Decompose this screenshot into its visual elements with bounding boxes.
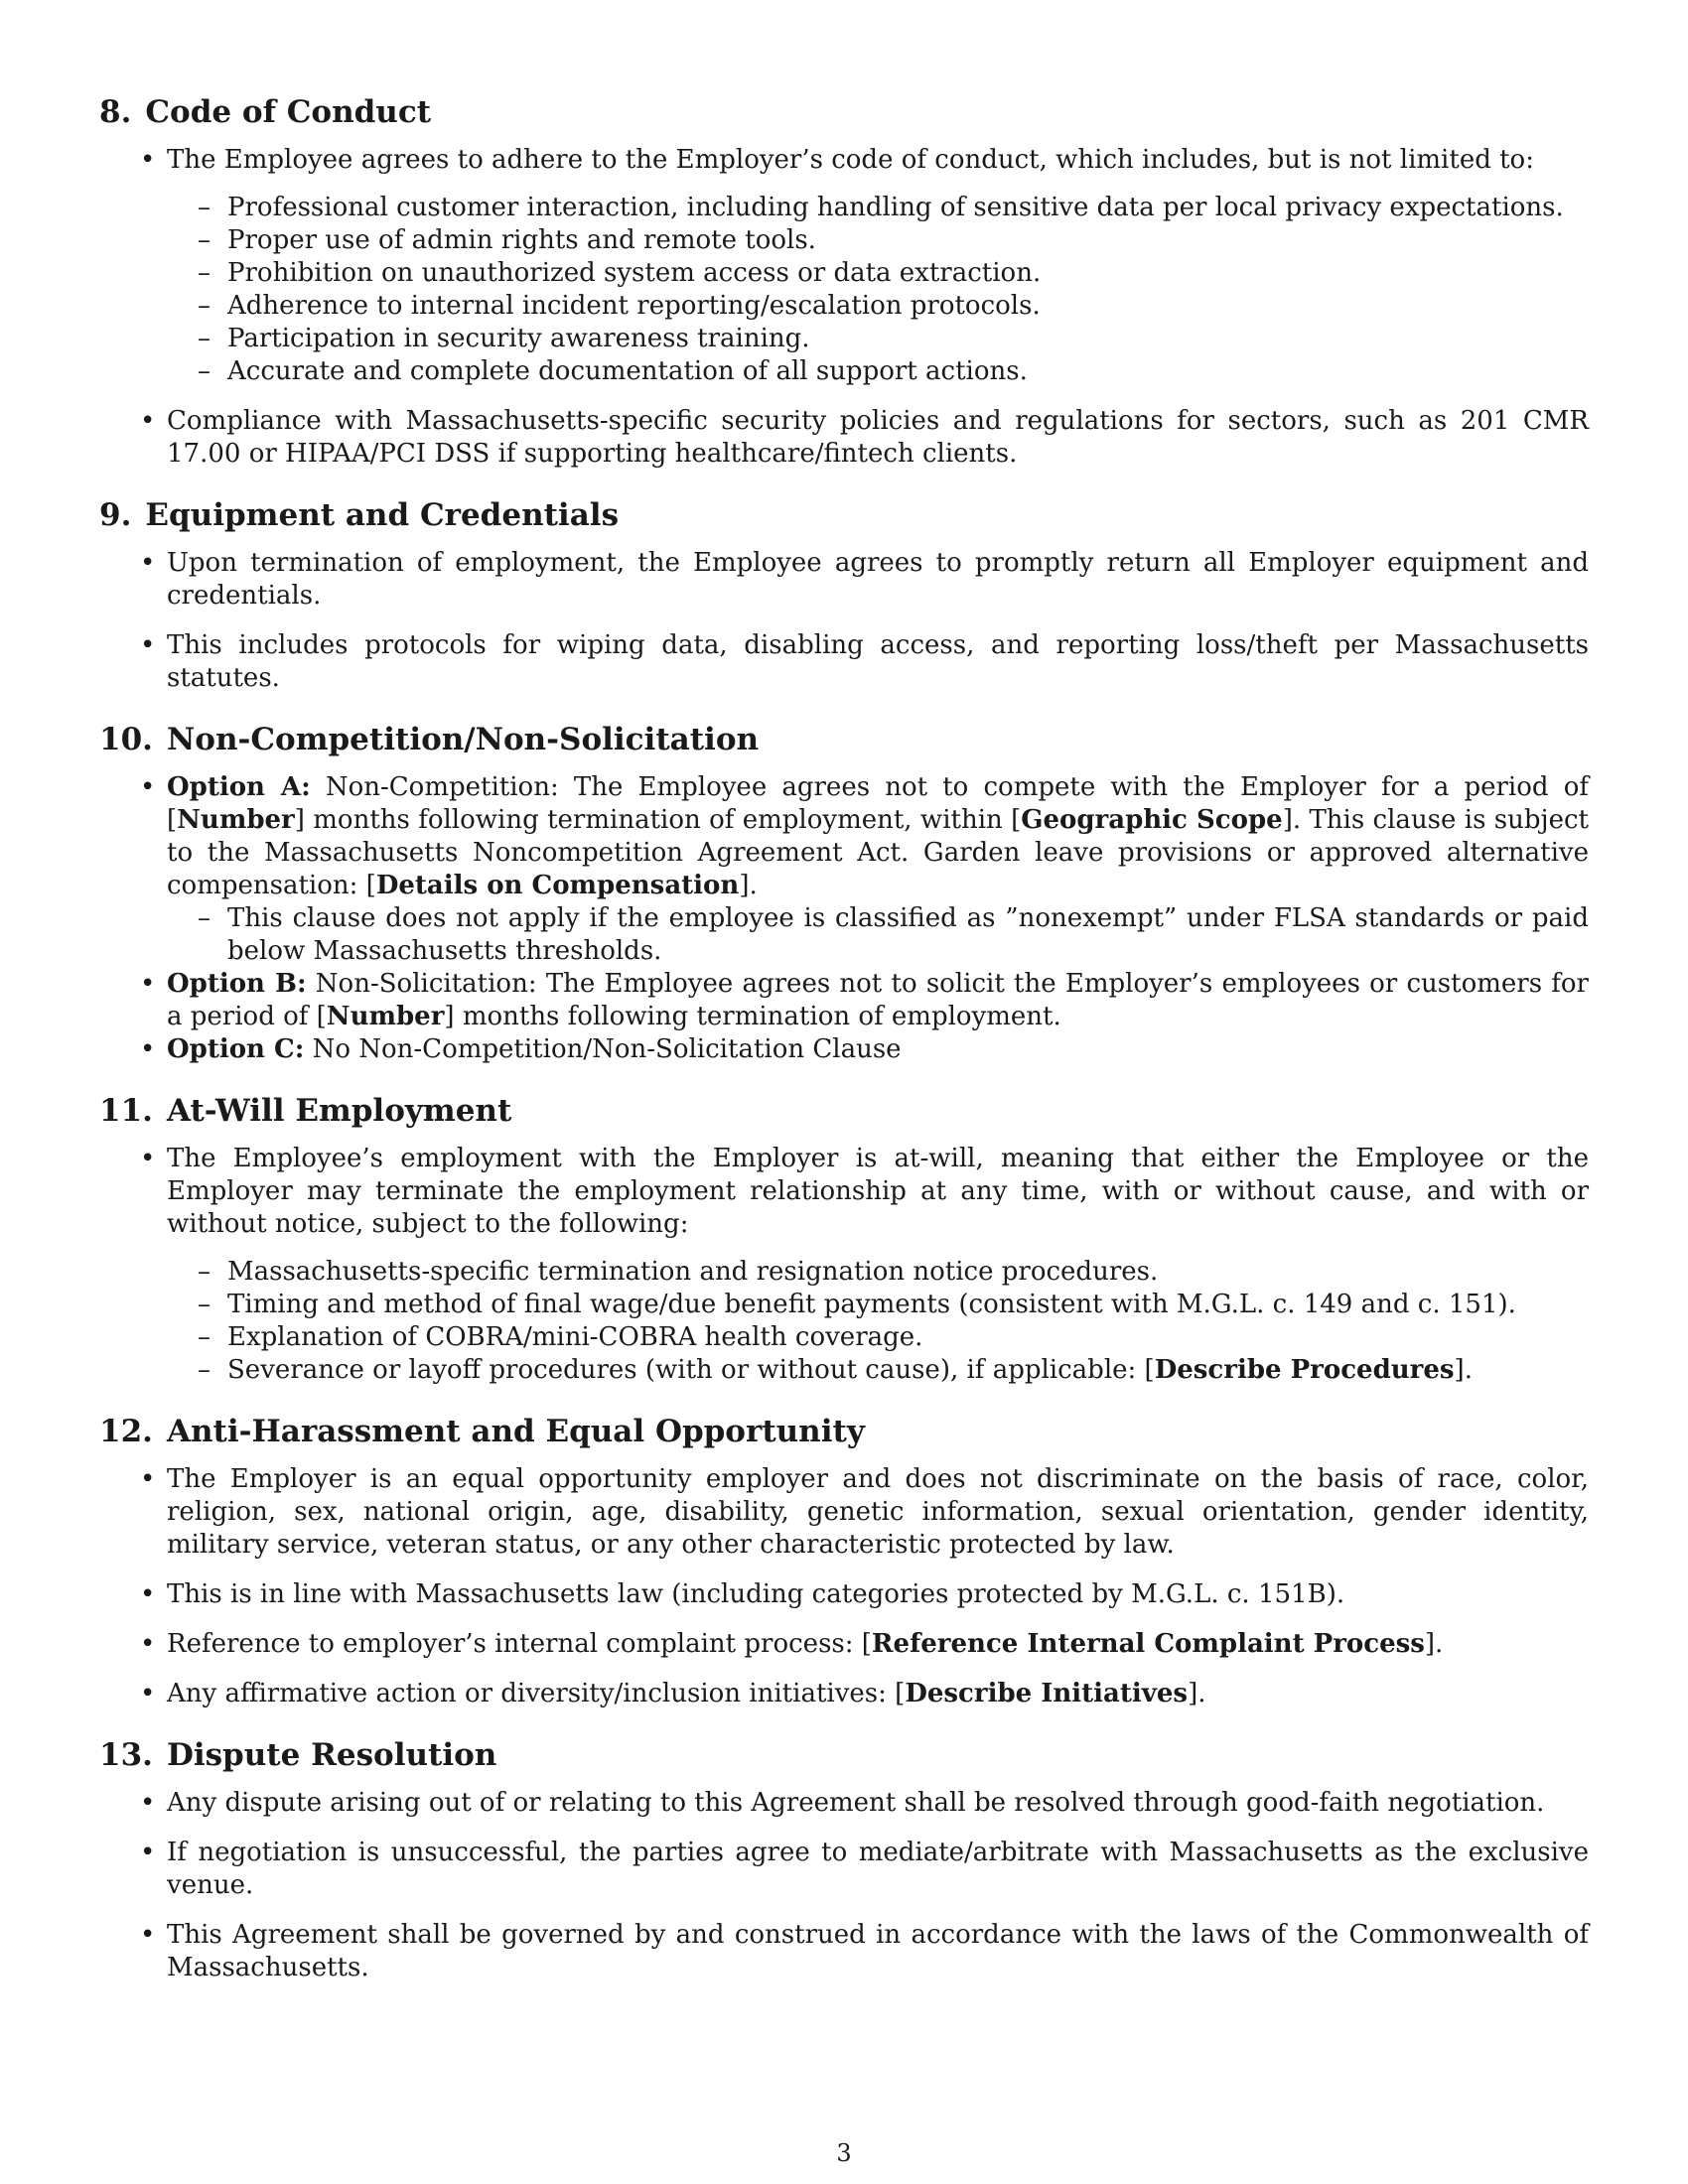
- section-title: Dispute Resolution: [166, 1737, 497, 1773]
- section-number: 8.: [99, 94, 132, 130]
- section-title: Equipment and Credentials: [145, 497, 620, 533]
- list-item: • Upon termination of employment, the Employee agrees to promptly return all Employer equipment and credentials.: [99, 547, 1589, 613]
- section-number: 9.: [99, 497, 132, 533]
- sub-list-item: – Participation in security awareness training.: [167, 323, 1589, 355]
- option-label: Option C:: [167, 1034, 305, 1064]
- section-title: Non-Competition/Non-Solicitation: [166, 722, 760, 757]
- document-page: [99, 91, 1589, 2008]
- section-anti-harassment: [99, 1411, 1589, 1710]
- section-heading: [99, 1411, 1589, 1452]
- option-label: Option A:: [167, 772, 311, 802]
- list-item: • The Employer is an equal opportunity employer and does not discriminate on the basis of race, color, religion, sex, national origin, age, disability, genetic information, sexual orientation, gender identity, military service, veteran status, or any other characteristic protected by law.: [99, 1463, 1589, 1562]
- list-item: • If negotiation is unsuccessful, the parties agree to mediate/arbitrate with Massachusetts as the exclusive venue.: [99, 1837, 1589, 1902]
- list-item-text: Non-Solicitation: The Employee agrees not to solicit the Employer’s employees or customers for a period of [: [167, 969, 1589, 1031]
- bullet-list: [99, 1463, 1589, 1710]
- bullet-list: [99, 1143, 1589, 1387]
- list-item: • Any dispute arising out of or relating to this Agreement shall be resolved through good-faith negotiation.: [99, 1787, 1589, 1820]
- section-number: 13.: [99, 1737, 153, 1773]
- list-item-text: ] months following termination of employment, within [: [294, 805, 1022, 835]
- list-item: • Compliance with Massachusetts-specific security policies and regulations for sectors, such as 201 CMR 17.00 or HIPAA/PCI DSS if supporting healthcare/fintech clients.: [99, 405, 1589, 471]
- list-item-option-a: [99, 771, 1589, 968]
- list-item-text: Severance or layoff procedures (with or without cause), if applicable: [: [227, 1355, 1155, 1385]
- list-item-text: Reference to employer’s internal complaint process: [: [167, 1629, 872, 1659]
- list-item: [99, 1678, 1589, 1710]
- section-heading: [99, 1090, 1589, 1132]
- section-number: 10.: [99, 722, 153, 757]
- placeholder-field: Describe Initiatives: [905, 1679, 1189, 1708]
- bullet-list: [99, 547, 1589, 695]
- list-item-option-c: [99, 1033, 1589, 1066]
- sub-list-item: – Proper use of admin rights and remote tools.: [167, 224, 1589, 257]
- bullet-list: [99, 1787, 1589, 1984]
- bullet-list: [99, 144, 1589, 471]
- section-at-will-employment: [99, 1090, 1589, 1387]
- section-title: Anti-Harassment and Equal Opportunity: [166, 1414, 865, 1449]
- sub-list-item: – Adherence to internal incident reporting/escalation protocols.: [167, 290, 1589, 323]
- sub-list-item: [167, 1354, 1589, 1387]
- list-item-text: ].: [1188, 1679, 1206, 1708]
- sub-list-item: – Accurate and complete documentation of all support actions.: [167, 355, 1589, 388]
- bullet-list: [99, 771, 1589, 1066]
- list-item-text: The Employee agrees to adhere to the Employer’s code of conduct, which includes, but is not limited to:: [167, 145, 1534, 175]
- section-heading: [99, 494, 1589, 536]
- section-title: At-Will Employment: [166, 1093, 512, 1129]
- option-label: Option B:: [167, 969, 307, 999]
- list-item-text: No Non-Competition/Non-Solicitation Clause: [304, 1034, 902, 1064]
- list-item-text: ].: [1424, 1629, 1444, 1659]
- section-heading: [99, 1734, 1589, 1776]
- list-item-option-b: [99, 968, 1589, 1033]
- section-heading: [99, 719, 1589, 760]
- placeholder-field: Details on Compensation: [375, 871, 740, 900]
- page-number: 3: [836, 2139, 852, 2167]
- list-item: [99, 1628, 1589, 1661]
- list-item-text: The Employee’s employment with the Employer is at-will, meaning that either the Employee or the Employer may terminate the employment relationship at any time, with or without cause, and with or without notice, subject to the following:: [167, 1144, 1589, 1239]
- list-item-text: ].: [739, 871, 758, 900]
- sub-list-item: – Explanation of COBRA/mini-COBRA health coverage.: [167, 1321, 1589, 1354]
- placeholder-field: Describe Procedures: [1154, 1355, 1455, 1385]
- section-number: 11.: [99, 1093, 153, 1129]
- section-title: Code of Conduct: [145, 94, 432, 130]
- section-number: 12.: [99, 1414, 153, 1449]
- list-item-text: Non-Competition: The Employee agrees not to compete with the Employer for a period of [: [167, 772, 1589, 835]
- list-item: • This is in line with Massachusetts law (including categories protected by M.G.L. c. 151B).: [99, 1578, 1589, 1611]
- sub-list: [167, 1256, 1589, 1387]
- placeholder-field: Geographic Scope: [1021, 805, 1283, 835]
- list-item-text: Any affirmative action or diversity/inclusion initiatives: [: [167, 1679, 906, 1708]
- sub-list-item: – This clause does not apply if the employee is classified as ”nonexempt” under FLSA standards or paid below Massachusetts thresholds.: [167, 902, 1589, 968]
- sub-list: [167, 902, 1589, 968]
- section-code-of-conduct: [99, 91, 1589, 471]
- placeholder-field: Number: [326, 1002, 445, 1031]
- sub-list: [167, 192, 1589, 388]
- section-dispute-resolution: [99, 1734, 1589, 1984]
- sub-list-item: – Timing and method of final wage/due benefit payments (consistent with M.G.L. c. 149 and c. 151).: [167, 1289, 1589, 1321]
- sub-list-item: – Professional customer interaction, including handling of sensitive data per local privacy expectations.: [167, 192, 1589, 224]
- list-item-text: ] months following termination of employment.: [444, 1002, 1061, 1031]
- placeholder-field: Number: [177, 805, 295, 835]
- list-item: • This Agreement shall be governed by and construed in accordance with the laws of the Commonwealth of Massachusetts.: [99, 1919, 1589, 1984]
- section-non-competition: [99, 719, 1589, 1066]
- sub-list-item: – Massachusetts-specific termination and resignation notice procedures.: [167, 1256, 1589, 1289]
- list-item: [99, 144, 1589, 388]
- list-item: [99, 1143, 1589, 1387]
- list-item-text: ].: [1454, 1355, 1473, 1385]
- section-heading: [99, 91, 1589, 133]
- placeholder-field: Reference Internal Complaint Process: [871, 1629, 1425, 1659]
- section-equipment-and-credentials: [99, 494, 1589, 695]
- list-item-text: ]. This clause is subject to the Massachusetts Noncompetition Agreement Act. Garden leave provisions or approved alternative compensation: [: [167, 805, 1589, 900]
- list-item: • This includes protocols for wiping data, disabling access, and reporting loss/theft per Massachusetts statutes.: [99, 629, 1589, 695]
- sub-list-item: – Prohibition on unauthorized system access or data extraction.: [167, 257, 1589, 290]
